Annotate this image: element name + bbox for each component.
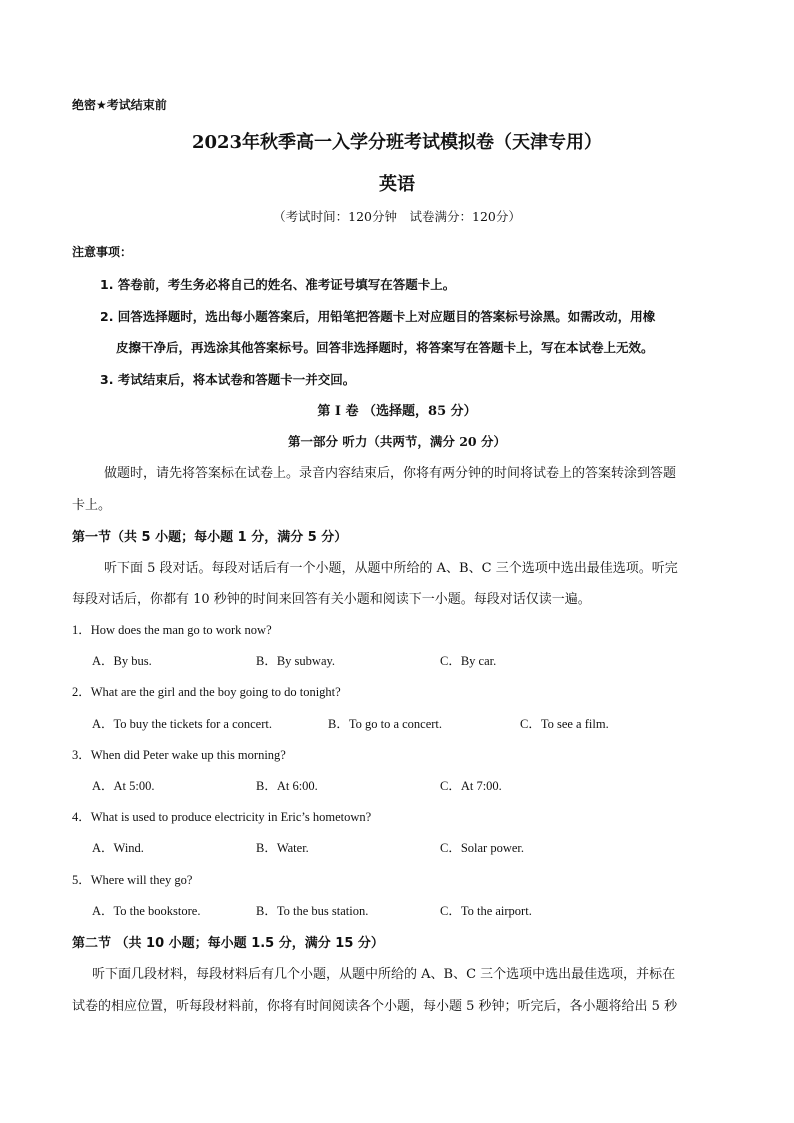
notice-item-2: 2. 回答选择题时，选出每小题答案后，用铅笔把答题卡上对应题目的答案标号涂黑。如需改动，用橡 [100, 309, 656, 324]
exam-time-info: （考试时间：120分钟 试卷满分：120分） [273, 209, 521, 224]
question-3: 3．When did Peter wake up this morning? [72, 748, 286, 762]
section1-instr-line-2: 每段对话后，你都有 10 秒钟的时间来回答有关小题和阅读下一小题。每段对话仅读一遍。 [72, 592, 591, 607]
q5-option-b: B．To the bus station. [256, 904, 369, 918]
notice-item-1: 1. 答卷前，考生务必将自己的姓名、准考证号填写在答题卡上。 [100, 277, 456, 292]
q1-option-c: C．By car. [440, 654, 497, 668]
volume-title: 第 I 卷 （选择题，85 分） [317, 404, 477, 419]
section1-heading: 第一节（共 5 小题；每小题 1 分，满分 5 分） [72, 530, 348, 545]
q1-option-a: A．By bus. [92, 654, 152, 668]
q1-option-b: B．By subway. [256, 654, 336, 668]
q5-option-a: A．To the bookstore. [92, 904, 201, 918]
question-2: 2．What are the girl and the boy going to do tonight? [72, 685, 341, 699]
section2-heading: 第二节 （共 10 小题；每小题 1.5 分，满分 15 分） [72, 936, 384, 951]
notice-item-3: 3. 考试结束后，将本试卷和答题卡一并交回。 [100, 372, 356, 387]
q5-option-c: C．To the airport. [440, 904, 532, 918]
q3-option-c: C．At 7:00. [440, 779, 502, 793]
exam-title: 2023年秋季高一入学分班考试模拟卷（天津专用） [191, 132, 603, 153]
question-5: 5．Where will they go? [72, 873, 193, 887]
section2-instr-line-1: 听下面几段材料，每段材料后有几个小题，从题中所给的 A、B、C 三个选项中选出最佳选项，并标在 [92, 967, 676, 982]
part-title: 第一部分 听力（共两节，满分 20 分） [288, 434, 506, 449]
q4-option-a: A．Wind. [92, 841, 144, 855]
notice-item-2-cont: 皮擦干净后，再选涂其他答案标号。回答非选择题时，将答案写在答题卡上，写在本试卷上无效。 [116, 340, 654, 355]
q2-option-c: C．To see a film. [520, 717, 609, 731]
question-1: 1．How does the man go to work now? [72, 623, 272, 637]
q3-option-a: A．At 5:00. [92, 779, 155, 793]
intro-line-2: 卡上。 [72, 498, 112, 513]
q2-option-a: A．To buy the tickets for a concert. [92, 717, 272, 731]
intro-line-1: 做题时，请先将答案标在试卷上。录音内容结束后，你将有两分钟的时间将试卷上的答案转涂到答题 [104, 466, 677, 481]
section2-instr-line-2: 试卷的相应位置，听每段材料前，你将有时间阅读各个小题，每小题 5 秒钟；听完后，各小题将给出 5 秒 [72, 999, 678, 1014]
question-4: 4．What is used to produce electricity in Eric’s hometown? [72, 810, 372, 824]
q3-option-b: B．At 6:00. [256, 779, 318, 793]
notice-heading: 注意事项： [72, 245, 133, 259]
q4-option-b: B．Water. [256, 841, 309, 855]
secret-label: 绝密★考试结束前 [72, 98, 167, 112]
q4-option-c: C．Solar power. [440, 841, 525, 855]
exam-subject: 英语 [379, 174, 415, 195]
section1-instr-line-1: 听下面 5 段对话。每段对话后有一个小题，从题中所给的 A、B、C 三个选项中选出最佳选项。听完 [104, 561, 678, 576]
q2-option-b: B．To go to a concert. [328, 717, 443, 731]
